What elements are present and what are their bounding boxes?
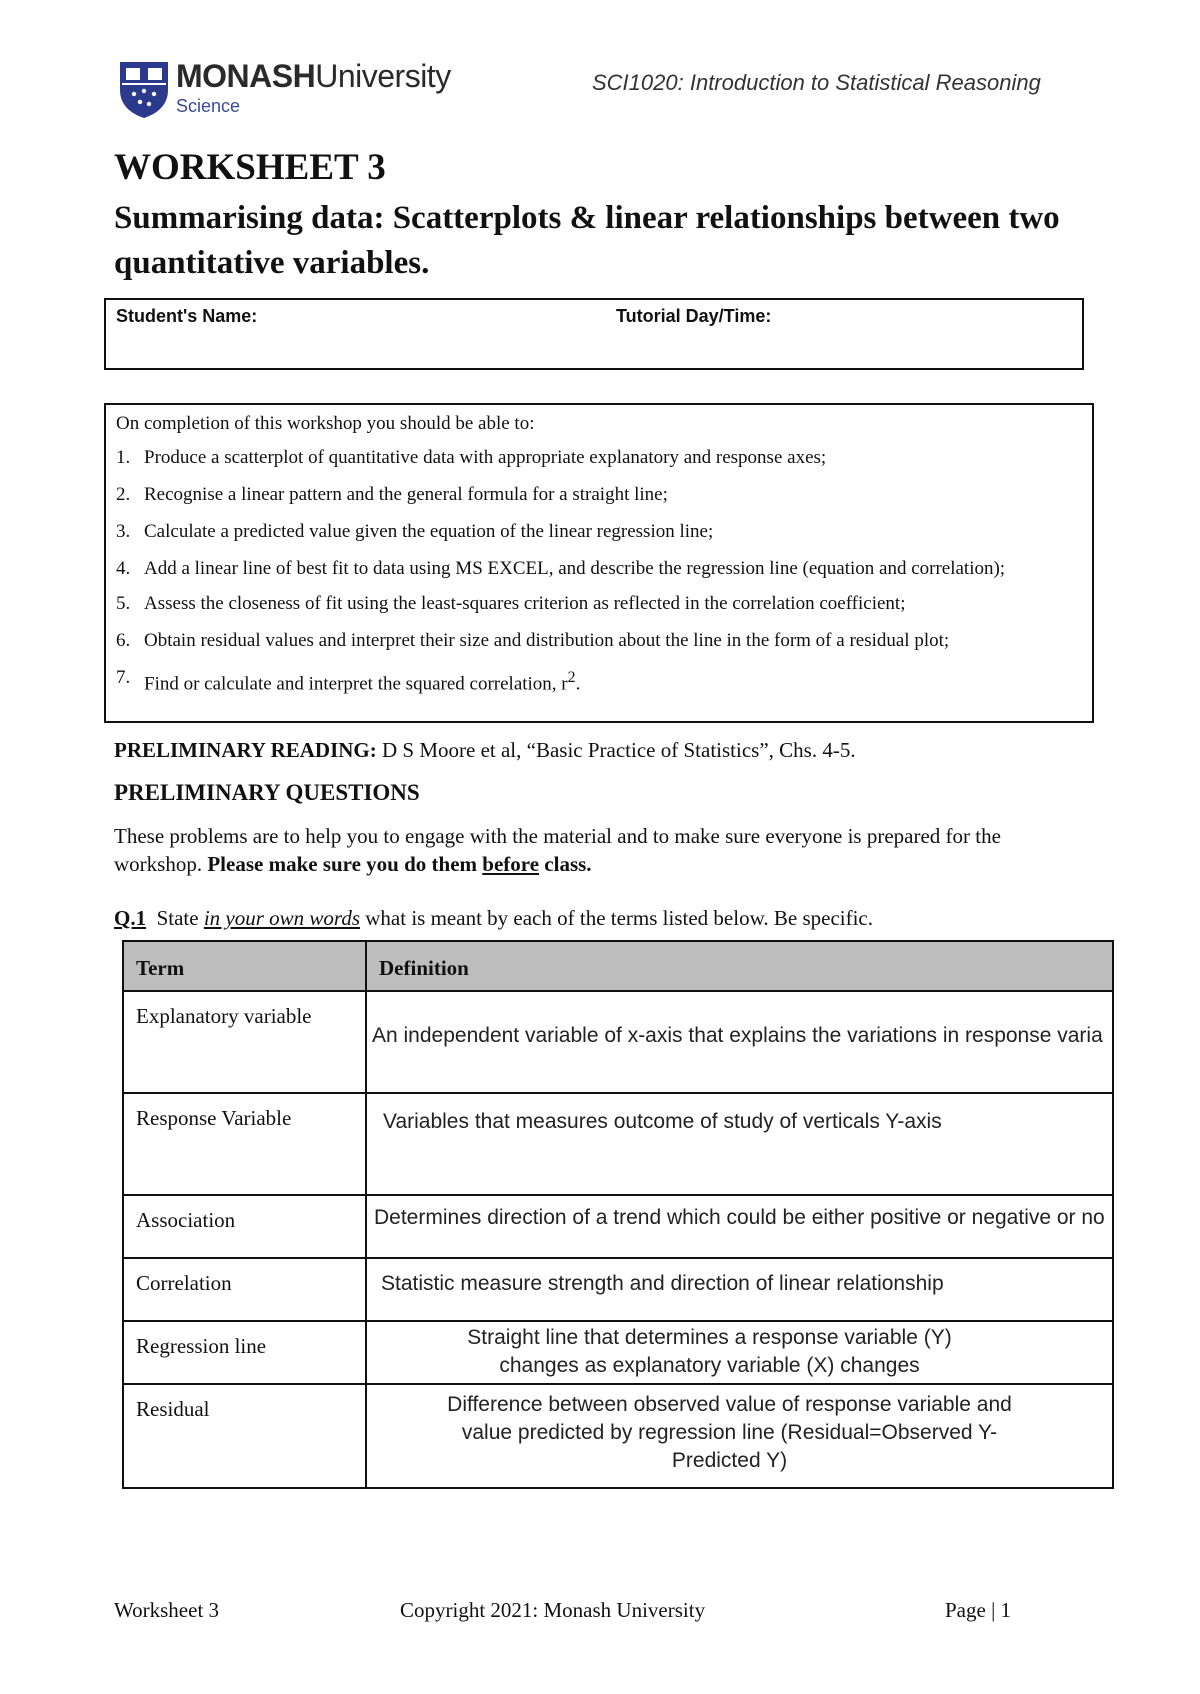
table-header-row — [123, 941, 1113, 991]
logo-sub-text: Science — [176, 96, 241, 116]
worksheet-subtitle: Summarising data: Scatterplots & linear relationships between two quantitative variables. — [114, 200, 1060, 281]
objective-item — [116, 519, 1082, 545]
learning-objectives-box — [104, 403, 1094, 723]
worksheet-title: WORKSHEET 3 — [114, 147, 386, 188]
preliminary-questions-heading: PRELIMINARY QUESTIONS — [114, 780, 420, 805]
definition-cell[interactable] — [366, 1258, 1113, 1321]
definition-text: Determines direction of a trend which could be either positive or negative or no — [374, 1206, 1105, 1229]
question-1-post: what is meant by each of the terms listed below. Be specific. — [360, 906, 873, 930]
preliminary-reading-label: PRELIMINARY READING: — [114, 738, 377, 762]
tutorial-time-label: Tutorial Day/Time: — [616, 306, 772, 326]
student-name-label: Student's Name: — [116, 306, 258, 326]
objective-text: Obtain residual values and interpret their size and distribution about the line in the form of a residual plot; — [144, 630, 950, 651]
objective-number: 4. — [116, 558, 131, 579]
objective-text: Find or calculate and interpret the squared correlation, r — [144, 673, 568, 695]
table-row — [123, 1195, 1113, 1258]
objective-number: 2. — [116, 484, 131, 505]
definition-line: Difference between observed value of response variable and — [447, 1393, 1012, 1416]
footer-left: Worksheet 3 — [114, 1598, 220, 1622]
objectives-intro: On completion of this workshop you should be able to: — [116, 413, 535, 434]
objective-text: Produce a scatterplot of quantitative data with appropriate explanatory and response axes; — [144, 447, 827, 468]
definition-cell[interactable] — [366, 991, 1113, 1093]
definition-cell[interactable] — [366, 1321, 1113, 1384]
objective-number: 1. — [116, 447, 131, 468]
term-cell: Explanatory variable — [123, 991, 366, 1093]
objective-text: Calculate a predicted value given the equation of the linear regression line; — [144, 521, 714, 542]
table-row — [123, 1093, 1113, 1195]
definition-line: Predicted Y) — [671, 1449, 788, 1472]
term-cell: Response Variable — [123, 1093, 366, 1195]
objective-item — [116, 591, 1082, 617]
table-row — [123, 1321, 1113, 1384]
objective-item — [116, 628, 1082, 654]
questions-intro-underline: before — [482, 852, 540, 876]
questions-intro-bold-end: class. — [539, 852, 592, 876]
term-cell: Correlation — [123, 1258, 366, 1321]
objective-text: Recognise a linear pattern and the general formula for a straight line; — [144, 484, 668, 505]
table-row — [123, 1384, 1113, 1488]
definition-cell[interactable] — [366, 1093, 1113, 1195]
header-definition: Definition — [366, 941, 1113, 991]
definition-text: Statistic measure strength and direction of linear relationship — [381, 1272, 944, 1295]
definition-line: value predicted by regression line (Residual=Observed Y- — [461, 1421, 998, 1444]
definition-line: changes as explanatory variable (X) changes — [499, 1354, 920, 1377]
definition-text: Variables that measures outcome of study of verticals Y-axis — [383, 1110, 942, 1133]
course-title: SCI1020: Introduction to Statistical Reasoning — [592, 70, 1041, 95]
objective-tail: . — [575, 673, 581, 695]
objective-number: 7. — [116, 667, 131, 688]
question-1-pre: State — [146, 906, 204, 930]
monash-crest-icon — [118, 60, 170, 120]
objective-number: 6. — [116, 630, 131, 651]
logo-wordmark — [176, 58, 451, 95]
objective-item — [116, 665, 1082, 697]
objective-item — [116, 445, 1082, 471]
objective-text: Assess the closeness of fit using the least-squares criterion as reflected in the correlation coefficient; — [144, 593, 906, 614]
table-row — [123, 991, 1113, 1093]
footer-page-number: Page | 1 — [945, 1598, 1012, 1622]
objective-number: 3. — [116, 521, 131, 542]
preliminary-reading-text: D S Moore et al, “Basic Practice of Statistics”, Chs. 4-5. — [376, 738, 856, 762]
questions-intro-text: These problems are to help you to engage with the material and to make sure everyone is prepared for the workshop. — [114, 824, 1001, 876]
objective-item — [116, 556, 1082, 582]
term-cell: Regression line — [123, 1321, 366, 1384]
objective-superscript: 2 — [567, 669, 576, 686]
objectives-list — [116, 445, 1082, 697]
monash-logo — [118, 58, 478, 122]
definition-text: An independent variable of x-axis that explains the variations in response varia — [372, 1024, 1103, 1047]
preliminary-reading — [114, 738, 856, 763]
table-row — [123, 1258, 1113, 1321]
student-info-box[interactable] — [104, 298, 1084, 370]
header-term: Term — [123, 941, 366, 991]
definition-line: Straight line that determines a response variable (Y) — [467, 1326, 952, 1349]
question-1-label: Q.1 — [114, 906, 147, 930]
definition-cell[interactable] — [366, 1384, 1113, 1488]
term-cell: Association — [123, 1195, 366, 1258]
questions-intro — [114, 822, 1094, 878]
objective-text: Add a linear line of best fit to data using MS EXCEL, and describe the regression line (equation and correlation); — [144, 558, 1006, 579]
objective-item — [116, 482, 1082, 508]
definition-cell[interactable] — [366, 1195, 1113, 1258]
question-1 — [114, 906, 873, 931]
objective-number: 5. — [116, 593, 131, 614]
questions-intro-bold: Please make sure you do them — [207, 852, 483, 876]
logo-suffix-text: University — [315, 58, 451, 94]
term-cell: Residual — [123, 1384, 366, 1488]
logo-main-text: MONASH — [176, 58, 316, 94]
question-1-emphasis: in your own words — [203, 906, 361, 930]
terms-definitions-table — [122, 940, 1114, 1489]
footer-center: Copyright 2021: Monash University — [400, 1598, 706, 1622]
